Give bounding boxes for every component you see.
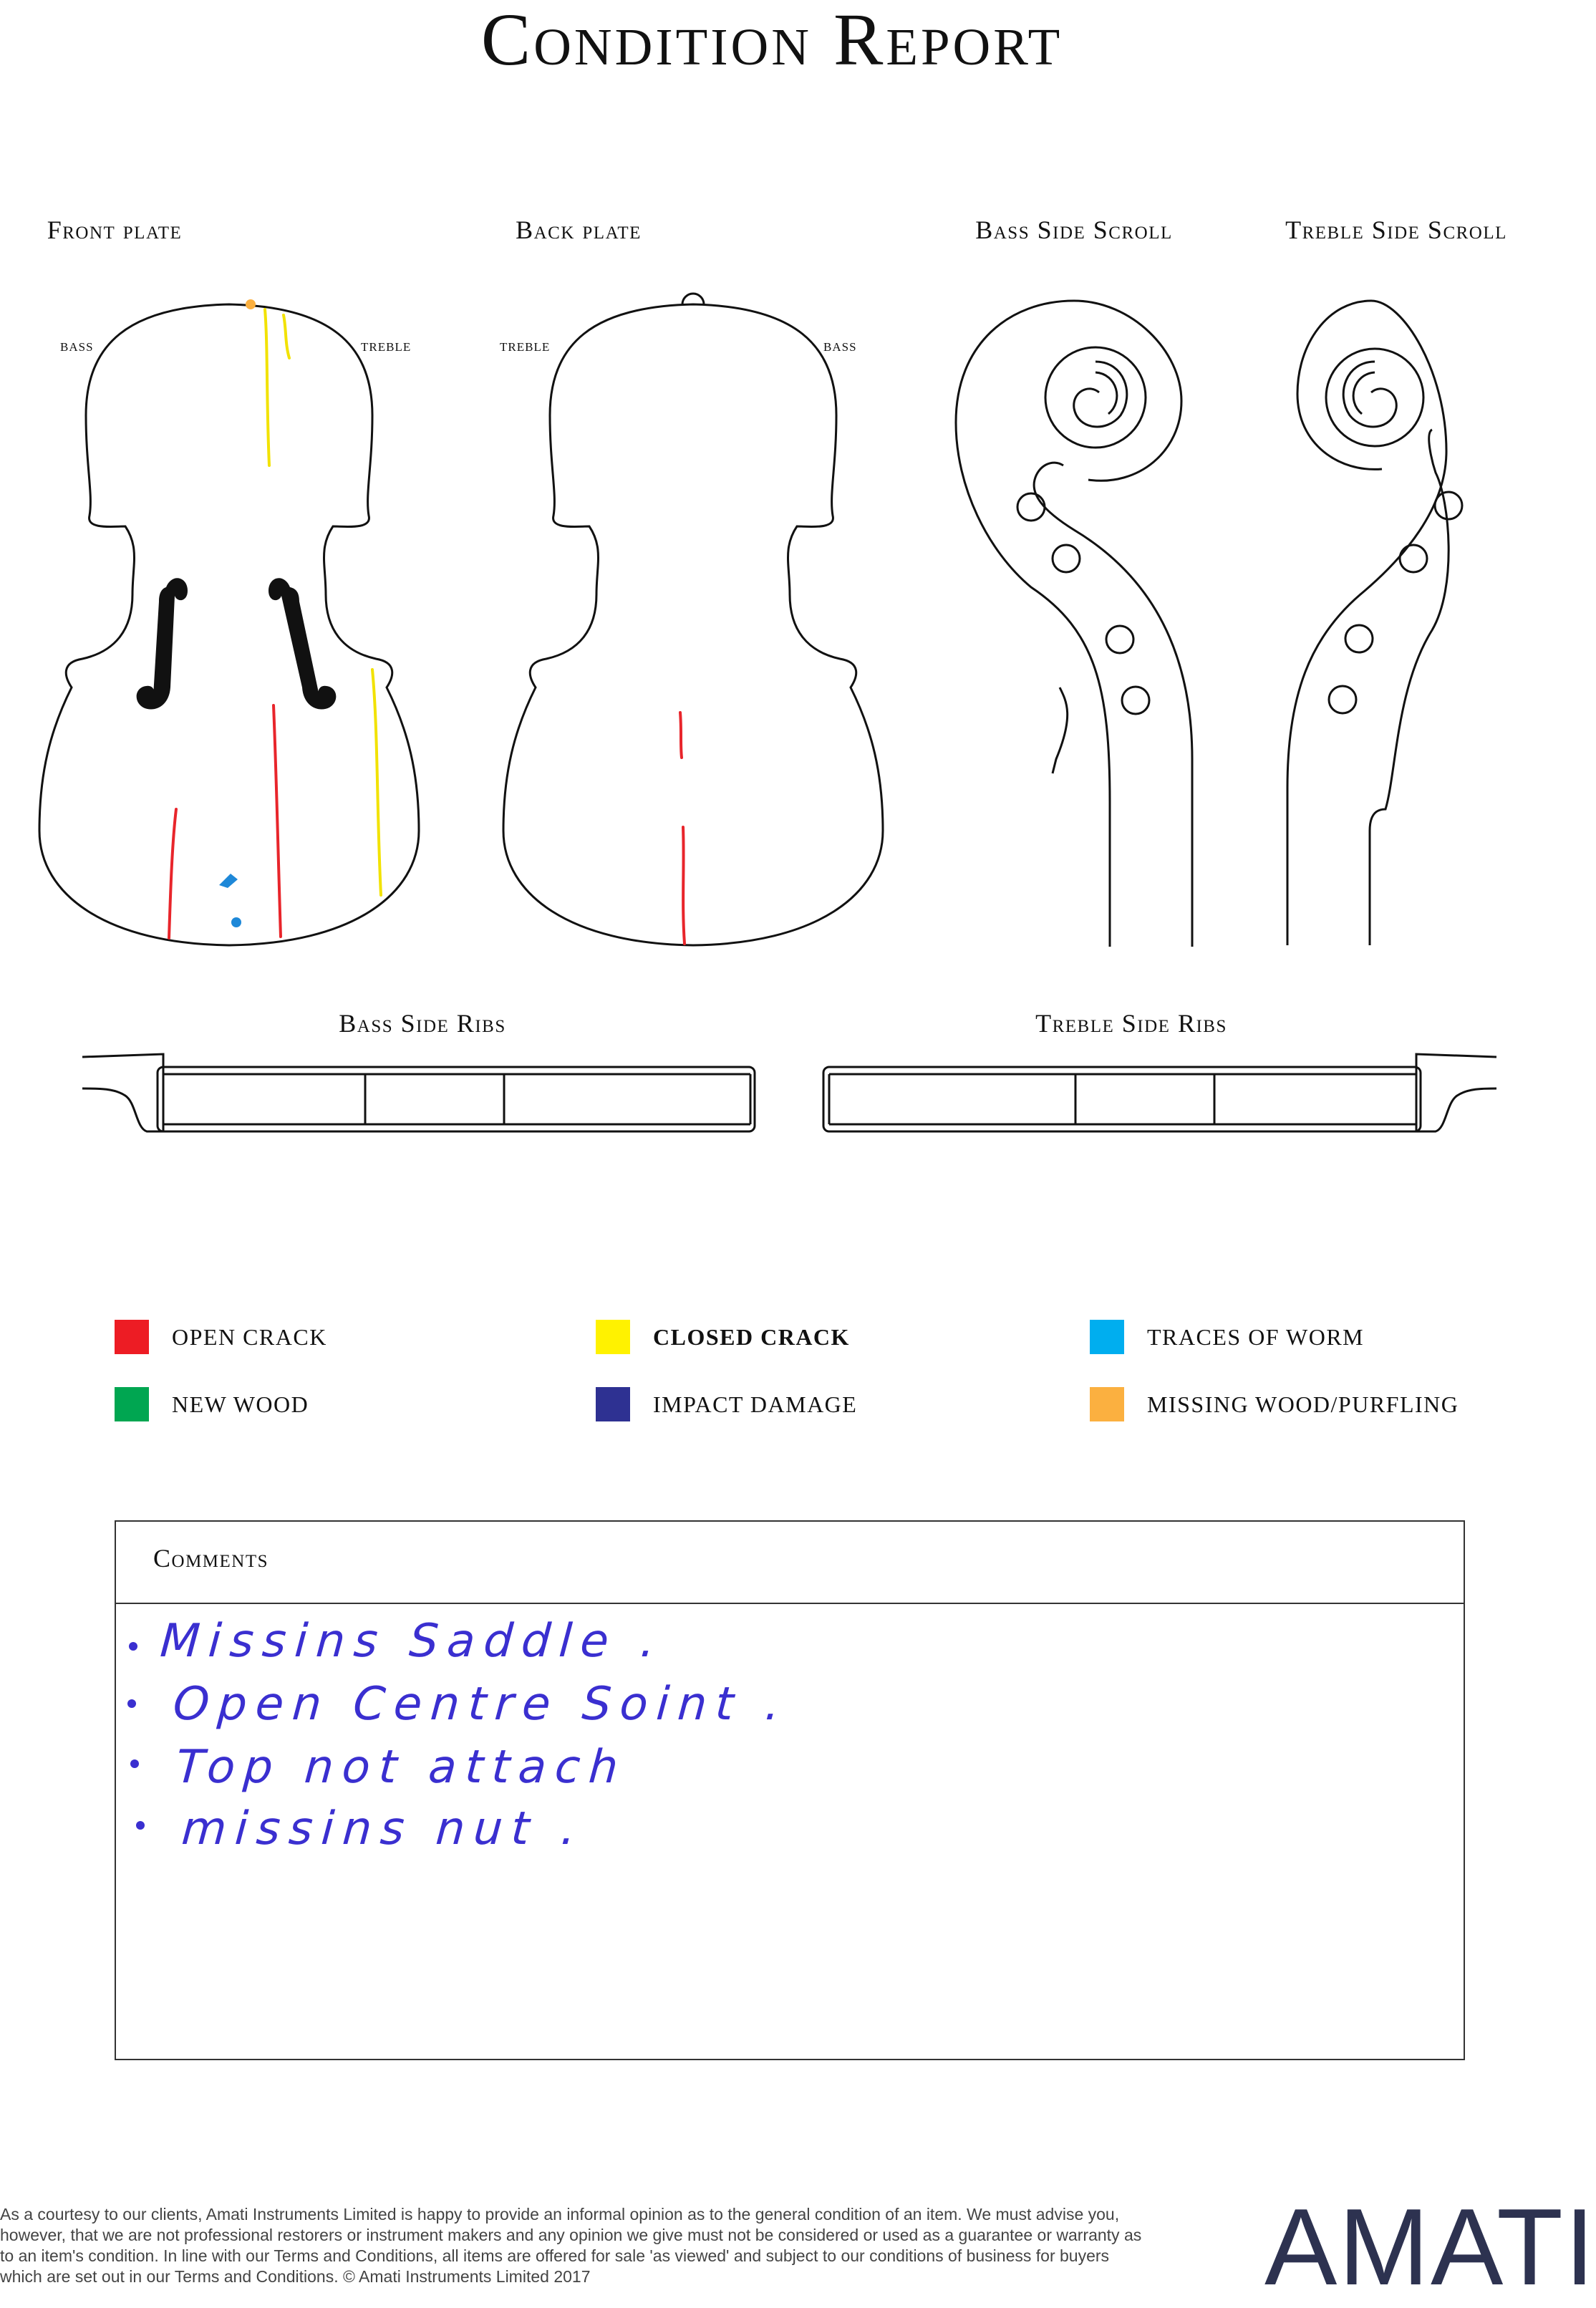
back-treble-label: treble (500, 337, 551, 355)
back-plate-outline (503, 304, 883, 945)
bass-scroll-outline (956, 301, 1181, 945)
note-bullet (127, 1699, 136, 1708)
legend-traces-of-worm (1090, 1320, 1364, 1354)
treble-side-scroll-caption: Treble Side Scroll (1285, 216, 1507, 244)
bass-side-scroll-caption: Bass Side Scroll (975, 216, 1173, 244)
legend-label: TRACES OF WORM (1147, 1323, 1365, 1350)
comments-box (115, 1520, 1465, 2060)
legend-label: OPEN CRACK (172, 1323, 327, 1350)
legend-swatch (596, 1387, 630, 1421)
amati-logo: AMATI (1264, 2186, 1596, 2308)
comment-note-1: Missins Saddle . (158, 1615, 666, 1668)
comment-note-3: Top not attach (174, 1741, 629, 1794)
legend-label: IMPACT DAMAGE (653, 1391, 858, 1417)
comment-note-4: missins nut . (180, 1802, 586, 1855)
front-treble-label: treble (361, 337, 412, 355)
legend-closed-crack (596, 1320, 850, 1354)
legend-swatch (115, 1320, 149, 1354)
bass-side-ribs-caption: Bass Side Ribs (339, 1009, 506, 1038)
f-hole-left (137, 578, 188, 709)
report-title: Condition Report (480, 0, 1063, 81)
front-bass-label: bass (60, 337, 94, 355)
front-open-crack-2 (169, 809, 176, 938)
front-worm-mark-1 (219, 874, 238, 888)
legend-impact-damage (596, 1387, 857, 1421)
legend-label: MISSING WOOD/PURFLING (1147, 1391, 1459, 1417)
disclaimer-text: As a courtesy to our clients, Amati Instruments Limited is happy to provide an informal opinion as to the general condition of an item. We must advise you, however, that we are not professional restorers or instrument makers and any opinion we give must not be considered or used as a guarantee or warranty as to an item's condition. In line with our Terms and Conditions, all items are offered for sale 'as viewed' and subject to our conditions of business for buyers which are set out in our Terms and Conditions. © Amati Instruments Limited 2017 (0, 2205, 1142, 2286)
back-button (682, 294, 704, 304)
legend-label: CLOSED CRACK (653, 1323, 850, 1350)
legend-open-crack (115, 1320, 327, 1354)
legend-missing-wood-purfling (1090, 1387, 1459, 1421)
back-plate-caption: Back plate (516, 216, 642, 244)
back-open-crack-2 (683, 827, 685, 944)
legend-swatch (115, 1387, 149, 1421)
comment-note-2: Open Centre Soint . (171, 1678, 790, 1731)
note-bullet (130, 1759, 139, 1768)
note-bullet (129, 1642, 137, 1651)
front-closed-crack-1 (265, 309, 269, 465)
front-closed-crack-3 (372, 670, 381, 895)
legend-swatch (1090, 1320, 1124, 1354)
legend-label: NEW WOOD (172, 1391, 309, 1417)
front-worm-mark-2 (231, 917, 241, 927)
front-open-crack-1 (274, 705, 281, 937)
legend-swatch (596, 1320, 630, 1354)
back-bass-label: bass (823, 337, 857, 355)
legend-swatch (1090, 1387, 1124, 1421)
treble-side-ribs-caption: Treble Side Ribs (1035, 1009, 1227, 1038)
legend-new-wood (115, 1387, 309, 1421)
note-bullet (136, 1821, 145, 1830)
bass-ribs-drawing (82, 1054, 755, 1131)
back-open-crack-1 (680, 713, 682, 758)
front-missing-wood-mark (246, 299, 256, 309)
front-plate-outline (39, 304, 419, 945)
treble-ribs-drawing (823, 1054, 1496, 1131)
comments-label: Comments (153, 1544, 269, 1573)
front-closed-crack-2 (284, 315, 289, 358)
comments-header (116, 1522, 1464, 1604)
front-plate-caption: Front plate (47, 216, 183, 244)
